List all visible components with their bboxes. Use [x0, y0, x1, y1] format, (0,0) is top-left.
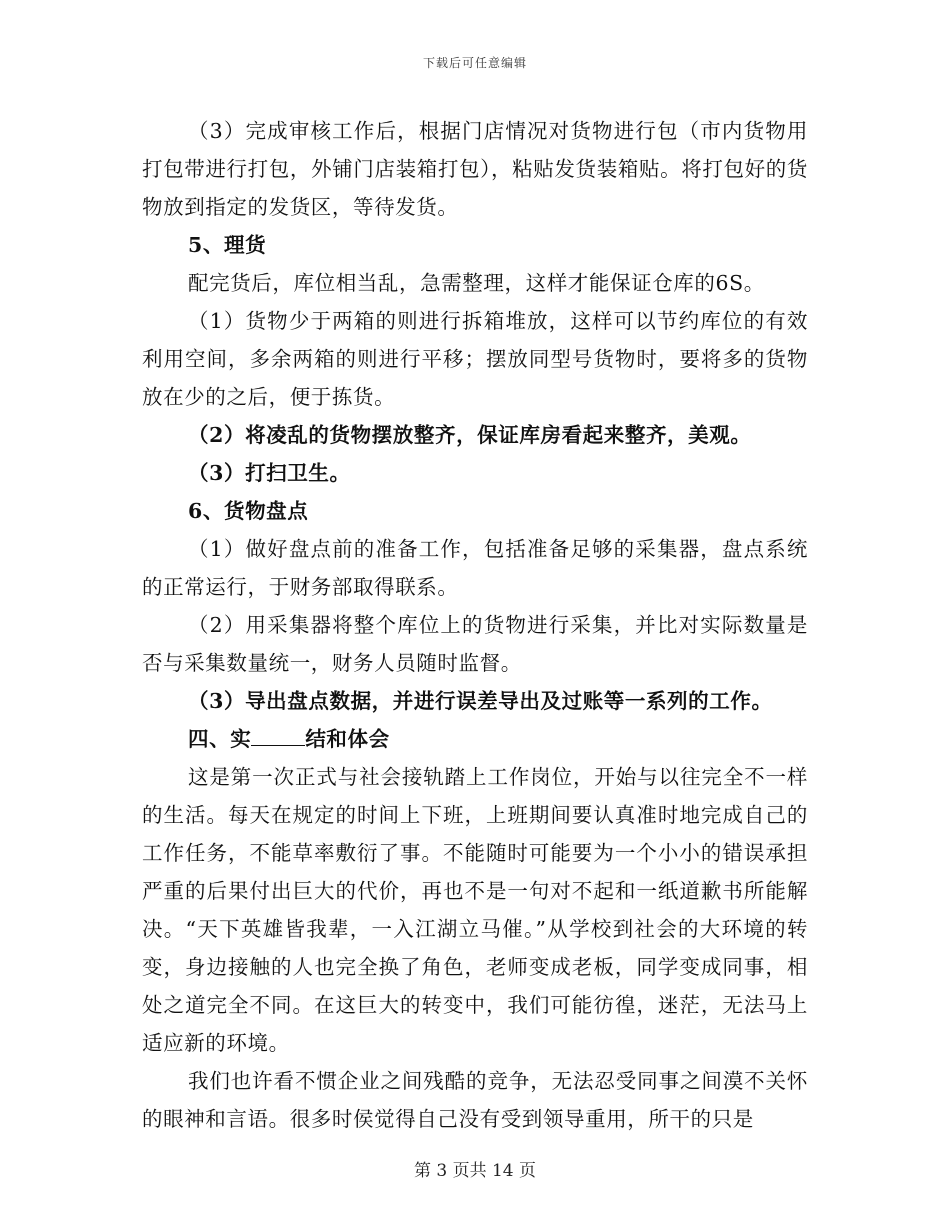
heading-sorting: 5、理货	[188, 233, 267, 257]
paragraph-inventory-1: （1）做好盘点前的准备工作，包括准备足够的采集器，盘点系统的正常运行，于财务部取得联系。	[142, 537, 808, 599]
heading-summary	[142, 720, 808, 758]
heading-summary-before: 四、实	[188, 727, 252, 751]
page-footer: 第 3 页共 14 页	[413, 1161, 537, 1181]
blank-underline	[251, 725, 305, 746]
paragraph-sorting-2: （2）将凌乱的货物摆放整齐，保证库房看起来整齐，美观。	[188, 423, 752, 447]
heading-summary-after: 结和体会	[305, 727, 390, 751]
page-header: 下载后可任意编辑	[422, 56, 527, 70]
paragraph-packing: （3）完成审核工作后，根据门店情况对货物进行包（市内货物用打包带进行打包，外铺门店装箱打包），粘贴发货装箱贴。将打包好的货物放到指定的发货区，等待发货。	[142, 119, 808, 219]
paragraph-reflection-2: 我们也许看不惯企业之间残酷的竞争，无法忍受同事之间漠不关怀的眼神和言语。很多时侯觉得自己没有受到领导重用，所干的只是	[142, 1069, 808, 1131]
paragraph-sorting-intro: 配完货后，库位相当乱，急需整理，这样才能保证仓库的6S。	[188, 271, 765, 295]
paragraph-reflection-1: 这是第一次正式与社会接轨踏上工作岗位，开始与以往完全不一样的生活。每天在规定的时间上下班，上班期间要认真准时地完成自己的工作任务，不能草率敷衍了事。不能随时可能要为一个小小的错误承担严重的后果付出巨大的代价，再也不是一句对不起和一纸道歉书所能解决。“天下英雄皆我辈，一入江湖立马催。”从学校到社会的大环境的转变，身边接触的人也完全换了角色，老师变成老板，同学变成同事，相处之道完全不同。在这巨大的转变中，我们可能彷徨，迷茫，无法马上适应新的环境。	[142, 765, 808, 1055]
paragraph-inventory-3: （3）导出盘点数据，并进行误差导出及过账等一系列的工作。	[188, 689, 773, 713]
document-body	[142, 112, 808, 1138]
heading-inventory: 6、货物盘点	[188, 499, 309, 523]
paragraph-inventory-2: （2）用采集器将整个库位上的货物进行采集，并比对实际数量是否与采集数量统一，财务人员随时监督。	[142, 613, 808, 675]
paragraph-sorting-3: （3）打扫卫生。	[188, 461, 351, 485]
paragraph-sorting-1: （1）货物少于两箱的则进行拆箱堆放，这样可以节约库位的有效利用空间，多余两箱的则进行平移；摆放同型号货物时，要将多的货物放在少的之后，便于拣货。	[142, 309, 808, 409]
